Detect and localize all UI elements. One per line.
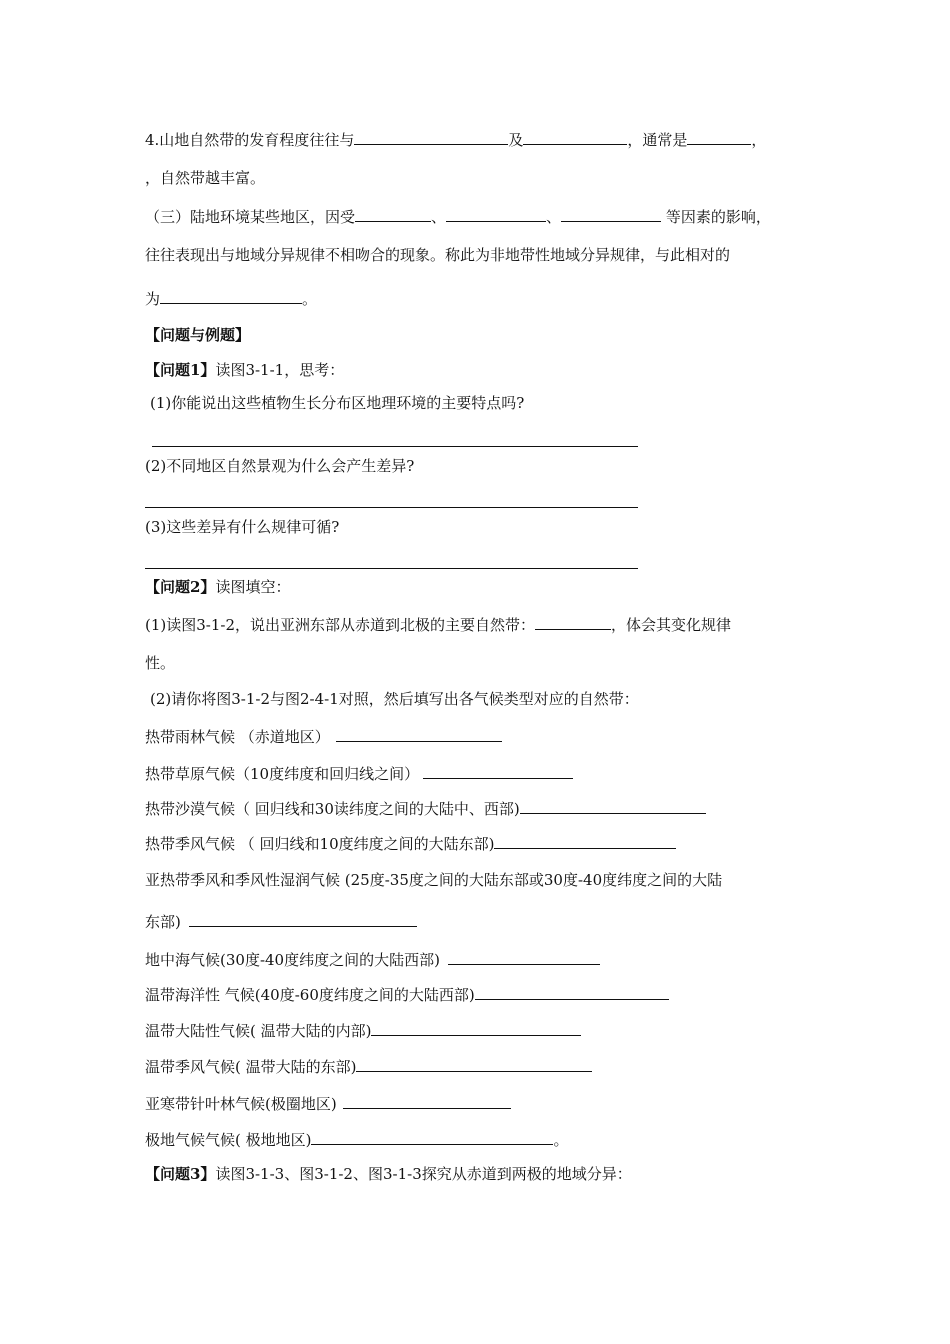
climate-label: 东部)	[145, 913, 181, 931]
q4-text-a: 4.山地自然带的发育程度往往与	[145, 131, 355, 149]
p2-q2-text: (2)请你将图3-1-2与图2-4-1对照，然后填写出各气候类型对应的自然带：	[150, 690, 639, 708]
climate-label: 热带季风气候 （ 回归线和10度纬度之间的大陆东部)	[145, 835, 495, 853]
climate-label: 热带沙漠气候（ 回归线和30读纬度之间的大陆中、西部)	[145, 800, 520, 818]
sec3-text-d: 等因素的影响，	[661, 208, 771, 226]
answer-rule[interactable]	[145, 507, 638, 508]
climate-label: 地中海气候(30度-40度纬度之间的大陆西部)	[145, 951, 440, 969]
fill-blank[interactable]	[336, 725, 502, 742]
p1-q3-text: (3)这些差异有什么规律可循?	[145, 518, 340, 536]
q4-line-2	[145, 168, 808, 188]
climate-label: 热带雨林气候 （赤道地区）	[145, 728, 330, 746]
p3-text: 读图3-1-3、图3-1-2、图3-1-3探究从赤道到两极的地域分异：	[215, 1165, 632, 1183]
climate-item	[145, 983, 808, 1005]
climate-label: 亚寒带针叶林气候(极圈地区)	[145, 1095, 337, 1113]
climate-item	[145, 910, 808, 932]
climate-item	[145, 762, 808, 784]
q4-text-d: ，	[751, 131, 767, 149]
climate-item	[145, 1055, 808, 1077]
fill-blank[interactable]	[371, 1019, 581, 1036]
p2-q2-line	[150, 689, 808, 709]
examples-heading: 【问题与例题】	[145, 326, 251, 344]
p2-q1-text-b: ，体会其变化规律	[611, 616, 732, 634]
climate-item	[145, 797, 808, 819]
sec3-line-1	[145, 205, 808, 227]
p2-q1-line-2	[145, 653, 808, 673]
sec3-text-line3a: 为	[145, 290, 161, 308]
climate-label: 温带季风气候( 温带大陆的东部)	[145, 1058, 357, 1076]
climate-item	[145, 948, 808, 970]
q4-text-b: 及	[508, 131, 524, 149]
p1-q3-line	[145, 517, 808, 537]
p1-q2-line	[145, 456, 808, 476]
sec3-text-c: 、	[546, 208, 562, 226]
p1-label: 【问题1】	[145, 361, 216, 379]
p2-text: 读图填空：	[215, 578, 291, 596]
climate-item	[145, 1092, 808, 1114]
fill-blank[interactable]	[520, 797, 706, 814]
sec3-line-2	[145, 245, 808, 265]
climate-item	[145, 832, 808, 854]
p2-q1-text-a: (1)读图3-1-2，说出亚洲东部从赤道到北极的主要自然带：	[145, 616, 536, 634]
end-mark: 。	[553, 1131, 569, 1149]
climate-label: 温带大陆性气候( 温带大陆的内部)	[145, 1022, 372, 1040]
climate-label: 亚热带季风和季风性湿润气候 (25度-35度之间的大陆东部或30度-40度纬度之间的大陆	[145, 871, 723, 889]
p2-label: 【问题2】	[145, 578, 216, 596]
fill-blank[interactable]	[423, 762, 573, 779]
p3-label: 【问题3】	[145, 1165, 216, 1183]
fill-blank[interactable]	[475, 983, 669, 1000]
q4-text-e: ，自然带越丰富。	[145, 169, 266, 187]
climate-label: 温带海洋性 气候(40度-60度纬度之间的大陆西部)	[145, 986, 475, 1004]
p2-q1-text-c: 性。	[145, 654, 176, 672]
fill-blank[interactable]	[448, 948, 600, 965]
p1-text: 读图3-1-1，思考：	[215, 361, 345, 379]
q4-text-c: ，通常是	[627, 131, 688, 149]
p1-q1-text: (1)你能说出这些植物生长分布区地理环境的主要特点吗?	[150, 394, 525, 412]
climate-item	[145, 1128, 808, 1150]
climate-item	[145, 870, 808, 890]
climate-item	[145, 725, 808, 747]
fill-blank[interactable]	[189, 910, 417, 927]
fill-blank[interactable]	[561, 205, 661, 222]
fill-blank[interactable]	[523, 128, 627, 145]
fill-blank[interactable]	[356, 1055, 592, 1072]
sec3-text-a: （三）陆地环境某些地区，因受	[145, 208, 356, 226]
examples-heading-line	[145, 325, 808, 345]
fill-blank[interactable]	[343, 1092, 511, 1109]
p1-q1-line	[150, 393, 808, 413]
p1-q2-text: (2)不同地区自然景观为什么会产生差异?	[145, 457, 415, 475]
sec3-text-line3b: 。	[302, 290, 318, 308]
fill-blank[interactable]	[160, 287, 302, 304]
sec3-text-line2: 往往表现出与地域分异规律不相吻合的现象。称此为非地带性地域分异规律，与此相对的	[145, 246, 731, 264]
fill-blank[interactable]	[354, 128, 508, 145]
p2-heading-line	[145, 577, 808, 597]
p3-heading-line	[145, 1164, 808, 1184]
climate-label: 极地气候气候( 极地地区)	[145, 1131, 312, 1149]
climate-label: 热带草原气候（10度纬度和回归线之间）	[145, 765, 420, 783]
answer-rule[interactable]	[152, 446, 638, 447]
p2-q1-line	[145, 613, 808, 635]
fill-blank[interactable]	[687, 128, 751, 145]
climate-item	[145, 1019, 808, 1041]
fill-blank[interactable]	[446, 205, 546, 222]
sec3-line-3	[145, 287, 808, 309]
sec3-text-b: 、	[431, 208, 447, 226]
p1-heading-line	[145, 360, 808, 380]
q4-line-1	[145, 128, 808, 150]
fill-blank[interactable]	[494, 832, 676, 849]
fill-blank[interactable]	[355, 205, 431, 222]
fill-blank[interactable]	[311, 1128, 553, 1145]
answer-rule[interactable]	[145, 568, 638, 569]
fill-blank[interactable]	[535, 613, 611, 630]
